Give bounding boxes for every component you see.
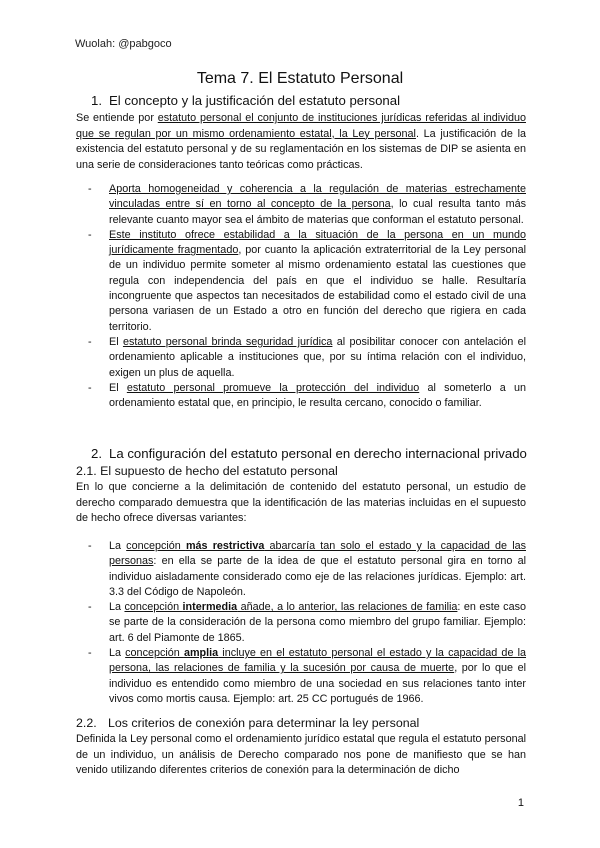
section-1-number: 1. [91, 93, 102, 108]
bold-term: intermedia [182, 601, 238, 614]
subsection-2-1-paragraph: En lo que concierne a la delimitación de contenido del estatuto personal, un estudio de derecho comparado demuestra que la identificación de las materias incluidas en el supuesto de hecho ofrece diversas variantes: [76, 481, 526, 524]
subsection-2-2-paragraph: Definida la Ley personal como el ordenamiento jurídico estatal que regula el estatuto personal de un individuo, un análisis de Derecho comparado nos pone de manifiesto que se han venido utilizando diferentes criterios de conexión para la determinación de dicho [76, 733, 526, 776]
bold-term: más restrictiva [185, 540, 265, 552]
bold-term: amplia [183, 647, 219, 660]
underlined-text: estatuto personal promueve la protección del individuo [126, 381, 420, 394]
underlined-text: Aporta homogeneidad y coherencia a la regulación de materias estrechamente vinculadas entre sí en torno al concepto de la persona [109, 183, 526, 211]
text-run: . La justificación de la existencia del estatuto personal y de su reglamentación en los sistemas de DIP se asienta en una serie de consideraciones tanto teóricas como prácticas. [76, 127, 526, 171]
text-run: : en ella se parte de la idea de que el estatuto personal gira en torno al individuo aisladamente considerado como eje de las relaciones jurídicas. Ejemplo: art. 3.3 del Código de Napoleón. [109, 555, 526, 598]
list-item [76, 600, 526, 646]
subsection-2-1-list [76, 539, 526, 707]
list-item [76, 539, 526, 600]
dash-bullet: - [88, 540, 92, 552]
section-1-list [76, 182, 526, 411]
underlined-text: abarcaría tan solo el estado y la capacidad de las personas [109, 540, 526, 568]
text-run: al posibilitar conocer con antelación el ordenamiento aplicable a instituciones que, por su íntima relación con el individuo, exigen un plus de aquella. [109, 335, 526, 379]
dash-bullet: - [88, 183, 92, 195]
section-1-heading [91, 93, 400, 108]
text-run: Se entiende por [76, 112, 158, 124]
underlined-text: añade, a lo anterior, las relaciones de familia [237, 601, 458, 614]
subsection-2-2-heading [76, 716, 419, 730]
underlined-definition: estatuto personal el conjunto de instituciones jurídicas referidas al individuo que se regulan por un mismo ordenamiento estatal, la Ley personal [76, 112, 526, 140]
dash-bullet: - [88, 335, 92, 348]
subsection-2-1-heading [76, 464, 338, 478]
subsection-2-1-number: 2.1. [76, 464, 97, 478]
dash-bullet: - [88, 228, 92, 241]
page-header: Wuolah: @pabgoco [75, 38, 172, 50]
section-2-heading [91, 446, 527, 461]
dash-bullet: - [88, 381, 92, 394]
document-title: Tema 7. El Estatuto Personal [196, 70, 404, 87]
underlined-text: Este instituto ofrece estabilidad a la situación de la persona en un mundo jurídicamente fragmentado [109, 228, 526, 257]
list-item [76, 228, 526, 335]
text-run: al someterlo a un ordenamiento estatal que, en principio, le resulta cercano, conocido o familiar. [109, 381, 526, 410]
text-run: : en este caso se parte de la consideración de la persona como miembro del grupo familiar. Ejemplo: art. 6 del Piamonte de 1865. [109, 601, 526, 644]
subsection-2-2-title: Los criterios de conexión para determinar la ley personal [108, 716, 420, 730]
underlined-text: concepción [125, 647, 184, 660]
section-1-title: El concepto y la justificación del estatuto personal [109, 93, 401, 108]
underlined-text: concepción [126, 540, 186, 552]
text-run: El [109, 335, 123, 348]
page-number: 1 [517, 797, 524, 809]
list-item [76, 646, 526, 707]
underlined-text: concepción [124, 601, 183, 614]
list-item [76, 182, 526, 228]
text-run: , por lo que el individuo es entendido como miembro de una sociedad en sus relaciones tanto inter vivos como mortis causa. Ejemplo: art. 25 CC portugués de 1966. [109, 662, 526, 705]
text-run: , por cuanto la aplicación extraterritorial de la Ley personal de un individuo permite someter al mismo ordenamiento estatal las cuestiones que regula con independencia del país en que el individuo se halle. Resultaría incongruente que aspectos tan necesitados de estabilidad como el estado civil de una persona variasen de un Estado a otro en función del derecho que rigiera en cada territorio. [109, 244, 526, 333]
section-2-number: 2. [91, 446, 102, 461]
list-item [76, 335, 526, 381]
dash-bullet: - [88, 601, 92, 614]
section-2-title: La configuración del estatuto personal en derecho internacional privado [109, 446, 527, 461]
text-run: El [109, 381, 127, 394]
text-run: La [109, 647, 126, 660]
list-item [76, 381, 526, 412]
text-run: , lo cual resulta tanto más relevante cuanto mayor sea el ámbito de materias que conforman el estatuto personal. [109, 198, 527, 226]
underlined-text: estatuto personal brinda seguridad jurídica [122, 335, 333, 348]
subsection-2-1-title: El supuesto de hecho del estatuto personal [100, 464, 338, 478]
text-run: La [109, 601, 125, 614]
dash-bullet: - [88, 647, 92, 660]
text-run: La [109, 540, 127, 552]
underlined-text: incluye en el estatuto personal el estado y la capacidad de la persona, las relaciones de familia y la sucesión por causa de muerte [109, 647, 526, 675]
section-1-paragraph [76, 111, 526, 173]
subsection-2-2-number: 2.2. [76, 716, 97, 730]
